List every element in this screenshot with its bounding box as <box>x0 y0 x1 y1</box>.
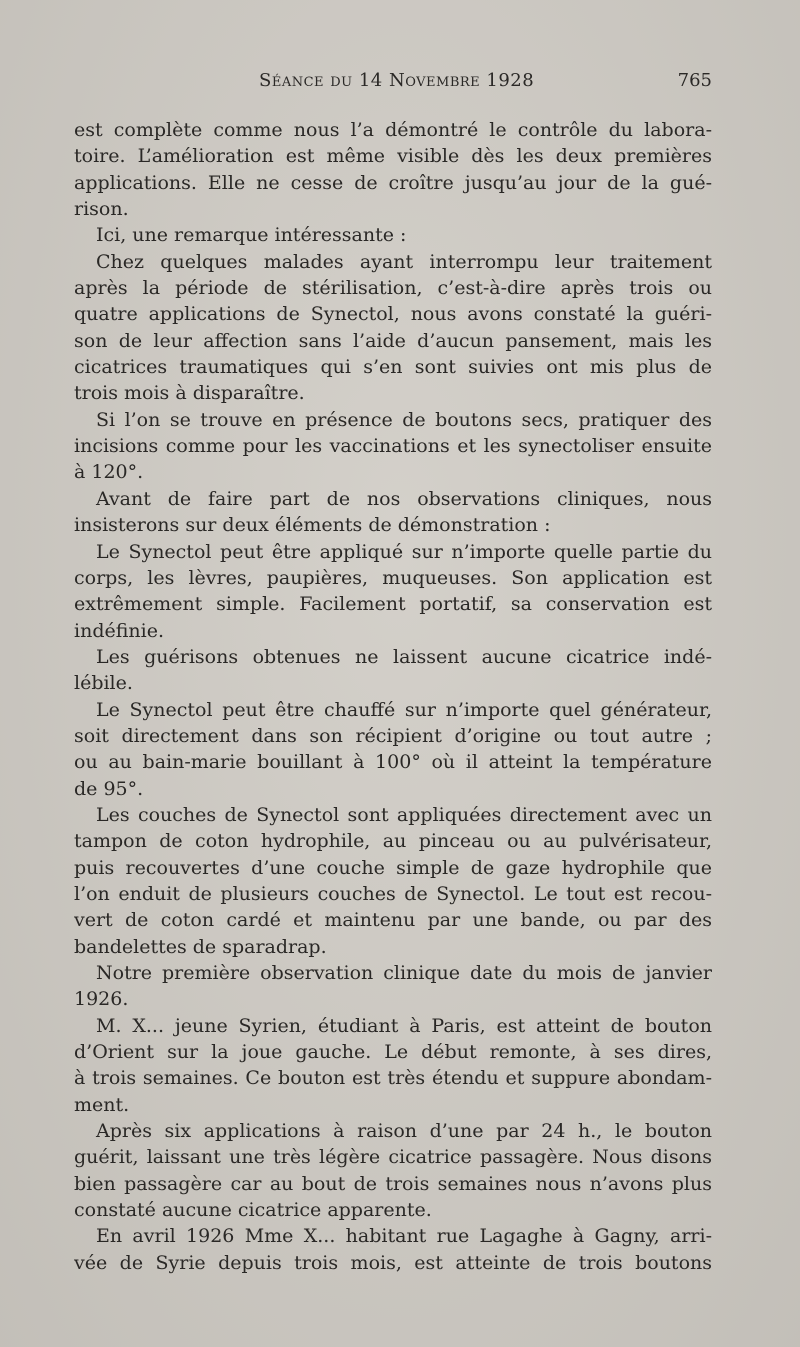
text-line: Chez quelques malades ayant interrompu leur traitement <box>96 250 712 273</box>
text-line: de 95°. <box>74 777 144 800</box>
page-header <box>74 70 712 100</box>
text-line: extrêmement simple. Facilement portatif, sa conservation est <box>74 593 712 616</box>
text-line: cicatrices traumatiques qui s’en sont suivies ont mis plus de <box>74 356 712 379</box>
text-line: ment. <box>74 1093 130 1116</box>
text-line: toire. L’amélioration est même visible dès les deux premières <box>74 145 712 168</box>
text-line: ou au bain-marie bouillant à 100° où il atteint la température <box>74 751 712 774</box>
text-line: Le Synectol peut être chauffé sur n’importe quel générateur, <box>96 698 712 721</box>
text-line: vert de coton cardé et maintenu par une bande, ou par des <box>74 909 712 932</box>
text-line: est complète comme nous l’a démontré le contrôle du labora- <box>74 119 712 141</box>
text-line: trois mois à disparaître. <box>74 382 305 405</box>
text-line: corps, les lèvres, paupières, muqueuses. Son application est <box>74 566 712 589</box>
text-line: Après six applications à raison d’une par 24 h., le bouton <box>96 1120 712 1143</box>
text-line: Si l’on se trouve en présence de boutons secs, pratiquer des <box>96 408 712 431</box>
text-line: 1926. <box>74 988 129 1011</box>
text-line: l’on enduit de plusieurs couches de Synectol. Le tout est recou- <box>74 882 712 905</box>
text-line: après la période de stérilisation, c’est-à-dire après trois ou <box>74 277 712 300</box>
text-line: vée de Syrie depuis trois mois, est atteinte de trois boutons <box>74 1251 712 1274</box>
text-line: d’Orient sur la joue gauche. Le début remonte, à ses dires, <box>74 1041 712 1064</box>
text-line: incisions comme pour les vaccinations et les synectoliser ensuite <box>74 435 712 458</box>
text-line: à trois semaines. Ce bouton est très étendu et suppure abondam- <box>74 1067 712 1090</box>
text-line: bandelettes de sparadrap. <box>74 935 327 958</box>
text-line: son de leur affection sans l’aide d’aucun pansement, mais les <box>74 329 712 352</box>
page-number: 765 <box>677 70 712 91</box>
text-line: guérit, laissant une très légère cicatrice passagère. Nous disons <box>74 1146 712 1169</box>
text-line: lébile. <box>74 672 133 695</box>
text-line: insisterons sur deux éléments de démonstration : <box>74 514 551 537</box>
text-line: Les couches de Synectol sont appliquées directement avec un <box>96 803 712 826</box>
running-head: Séance du 14 Novembre 1928 <box>259 70 535 91</box>
text-line: En avril 1926 Mme X... habitant rue Lagaghe à Gagny, arri- <box>96 1225 712 1248</box>
text-line: Ici, une remarque intéressante : <box>96 224 407 247</box>
text-line: quatre applications de Synectol, nous avons constaté la guéri- <box>74 303 712 326</box>
text-line: Les guérisons obtenues ne laissent aucune cicatrice indé- <box>96 645 712 668</box>
text-line: Avant de faire part de nos observations cliniques, nous <box>96 487 712 510</box>
text-line: applications. Elle ne cesse de croître jusqu’au jour de la gué- <box>74 171 712 194</box>
text-line: M. X... jeune Syrien, étudiant à Paris, est atteint de bouton <box>96 1014 712 1037</box>
text-line: bien passagère car au bout de trois semaines nous n’avons plus <box>74 1172 712 1195</box>
text-line: puis recouvertes d’une couche simple de gaze hydrophile que <box>74 856 712 879</box>
text-line: indéfinie. <box>74 619 164 642</box>
text-line: tampon de coton hydrophile, au pinceau ou au pulvérisateur, <box>74 830 712 853</box>
text-line: constaté aucune cicatrice apparente. <box>74 1199 432 1222</box>
text-line: Notre première observation clinique date du mois de janvier <box>96 962 712 984</box>
text-line: soit directement dans son récipient d’origine ou tout autre ; <box>74 724 712 747</box>
body-text <box>74 117 712 1276</box>
text-line: rison. <box>74 198 129 221</box>
text-line: à 120°. <box>74 461 144 484</box>
text-line: Le Synectol peut être appliqué sur n’importe quelle partie du <box>96 540 712 563</box>
